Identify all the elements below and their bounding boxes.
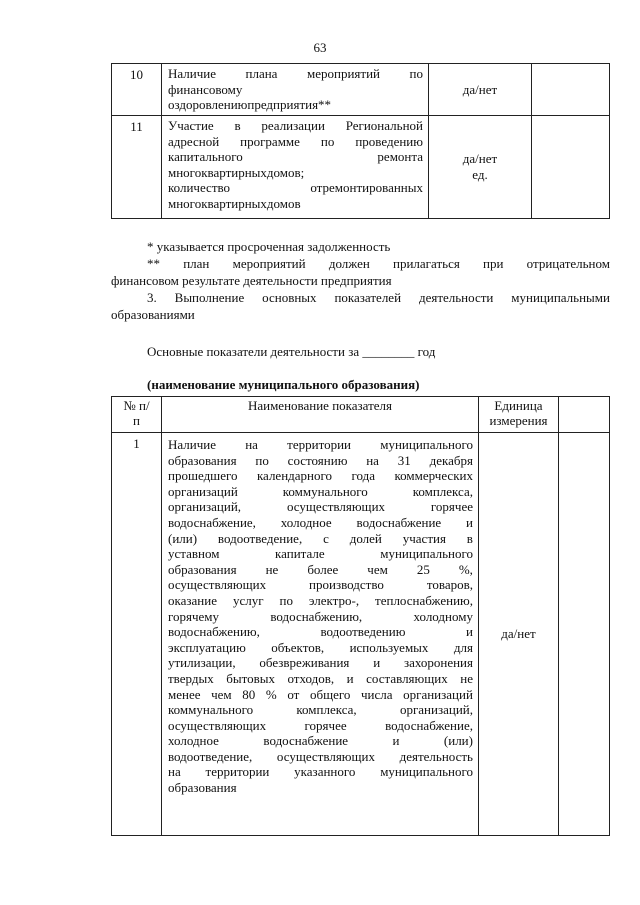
- text-line: [168, 609, 473, 625]
- word: обезвреживания: [259, 655, 350, 671]
- unit-value: да/нет: [462, 151, 498, 166]
- text-line: [168, 97, 423, 113]
- word: прилагаться: [393, 256, 460, 271]
- word: в: [466, 530, 473, 546]
- value-cell: [559, 433, 610, 836]
- word: твердых: [168, 670, 214, 686]
- word: на: [366, 452, 379, 468]
- word: образования: [168, 780, 237, 796]
- word: по: [409, 66, 423, 81]
- text-line: [168, 82, 423, 98]
- word: водоотведению: [320, 624, 406, 640]
- word: прошедшего: [168, 468, 238, 484]
- word: деятельности: [418, 290, 494, 305]
- word: водоснабжению,: [270, 608, 363, 624]
- word: должен: [328, 256, 370, 271]
- word: бытовых: [226, 670, 275, 686]
- word: и: [466, 514, 473, 530]
- word: Региональной: [345, 118, 423, 133]
- word: домов: [266, 195, 301, 211]
- word: Выполнение: [174, 290, 245, 305]
- word: в: [234, 118, 241, 133]
- word: капитале: [275, 546, 325, 562]
- text-line: [168, 546, 473, 562]
- text-line: [168, 499, 473, 515]
- word: показателей: [334, 290, 402, 305]
- word: ремонта: [377, 149, 423, 165]
- word: территории: [205, 764, 270, 780]
- text-line: [168, 687, 473, 703]
- municipal-indicators-table: [111, 396, 610, 836]
- word: многоквартирных: [168, 195, 267, 211]
- text-line: [168, 134, 423, 150]
- word: основных: [262, 290, 317, 305]
- word: муниципальными: [511, 290, 610, 305]
- word: указанного: [294, 764, 356, 780]
- word: и: [373, 655, 381, 671]
- row-number: 10: [112, 64, 162, 116]
- word: от: [287, 686, 300, 702]
- word: электро-,: [308, 592, 360, 608]
- word: производство: [309, 577, 384, 593]
- word: водоснабжение: [356, 514, 442, 530]
- word: образования: [168, 561, 237, 577]
- word: количество: [168, 180, 231, 196]
- section-heading-line-2: образованиями: [111, 307, 195, 322]
- text-line: [168, 180, 423, 196]
- header-value: [559, 397, 610, 433]
- word: 25: [416, 561, 430, 577]
- word: оздоровлению: [168, 97, 248, 113]
- word: теплоснабжению,: [375, 592, 473, 608]
- word: горячее: [304, 717, 347, 733]
- word: программе: [240, 133, 300, 149]
- word: декабря: [429, 452, 473, 468]
- word: менее: [168, 686, 201, 702]
- footnote-1: * указывается просроченная задолженность: [147, 239, 391, 254]
- indicator-name-cell: [162, 64, 429, 116]
- text-line: [168, 733, 473, 749]
- word: капитального: [168, 149, 243, 165]
- value-cell: [532, 64, 610, 116]
- word: чем: [367, 561, 388, 577]
- word: реализации: [261, 118, 325, 133]
- word: адресной: [168, 133, 220, 149]
- word: (или): [168, 530, 198, 546]
- unit-cell: [429, 64, 532, 116]
- unit-value: да/нет: [462, 81, 498, 97]
- word: коммерческих: [394, 468, 473, 484]
- word: организаций: [168, 483, 238, 499]
- word: территории: [287, 437, 351, 452]
- word: организаций,: [399, 702, 473, 718]
- word: водоснабжение: [263, 733, 349, 749]
- word: отходов,: [287, 670, 335, 686]
- word: участия: [402, 530, 446, 546]
- word: осуществляющих: [276, 748, 375, 764]
- word: на: [245, 437, 258, 452]
- word: организаций,: [168, 499, 242, 515]
- text-line: [168, 655, 473, 671]
- table-row: [112, 116, 610, 219]
- value-cell: [532, 116, 610, 219]
- main-indicators-title: Основные показатели деятельности за ________ год: [147, 344, 436, 359]
- word: водоотведение,: [217, 530, 303, 546]
- word: водоотведение,: [168, 748, 253, 764]
- word: комплекса,: [296, 702, 357, 718]
- word: 31: [397, 452, 411, 468]
- text-line: [168, 149, 423, 165]
- table-header-row: [112, 397, 610, 433]
- word: осуществляющих: [286, 499, 386, 515]
- word: образования: [168, 452, 237, 468]
- word: объектов,: [271, 639, 325, 655]
- row-number: 1: [112, 433, 162, 836]
- word: захоронения: [403, 655, 473, 671]
- text-line: [168, 577, 473, 593]
- word: %,: [458, 561, 473, 577]
- word: 80: [242, 686, 256, 702]
- word: холодное: [168, 733, 219, 749]
- text-line: [168, 780, 473, 796]
- word: комплекса,: [412, 483, 473, 499]
- word: услуг: [232, 592, 264, 608]
- word: горячему: [168, 608, 220, 624]
- word: плана: [245, 66, 278, 81]
- text-line: [168, 718, 473, 734]
- word: на: [168, 764, 181, 780]
- word: чем: [211, 686, 232, 702]
- header-num: [112, 397, 162, 433]
- header-indicator: Наименование показателя: [162, 397, 479, 433]
- indicator-name-cell: [162, 116, 429, 219]
- footnote-2-line-2: финансовом результате деятельности предприятия: [111, 273, 392, 288]
- word: и: [346, 670, 354, 686]
- word: %: [265, 686, 277, 702]
- word: Наличие: [168, 66, 216, 81]
- word: муниципального: [380, 764, 473, 780]
- text-line: [168, 515, 473, 531]
- word: при: [483, 256, 504, 271]
- word: мероприятий: [232, 256, 306, 271]
- text-line: [168, 593, 473, 609]
- word: и: [392, 733, 400, 749]
- text-line: [168, 437, 473, 453]
- text-line: [168, 531, 473, 547]
- word: домов;: [266, 164, 305, 180]
- word: предприятия**: [247, 97, 332, 113]
- word: осуществляющих: [168, 577, 267, 593]
- word: муниципального: [380, 546, 473, 562]
- word: **: [147, 256, 160, 271]
- indicators-table-continued: [111, 63, 610, 219]
- table-row: [112, 64, 610, 116]
- word: организаций: [403, 686, 473, 702]
- text-line: [168, 484, 473, 500]
- word: отрицательном: [526, 256, 610, 271]
- text-line: [168, 640, 473, 656]
- header-num-label: № п/п: [123, 398, 150, 428]
- word: с: [323, 530, 329, 546]
- unit-cell: да/нет: [479, 433, 559, 836]
- word: финансовому: [168, 81, 243, 97]
- word: горячее: [430, 499, 473, 515]
- header-unit: Единица измерения: [479, 397, 559, 433]
- text-line: [168, 66, 423, 82]
- word: водоснабжение,: [168, 514, 256, 530]
- word: общего: [309, 686, 351, 702]
- word: отремонтированных: [310, 180, 423, 196]
- text-line: [168, 749, 473, 765]
- word: уставном: [168, 546, 220, 562]
- word: по: [255, 452, 269, 468]
- word: Наличие: [168, 437, 216, 452]
- word: план: [183, 256, 210, 271]
- word: календарного: [256, 468, 333, 484]
- word: числа: [360, 686, 393, 702]
- word: холодному: [413, 608, 473, 624]
- word: для: [453, 639, 473, 655]
- text-line: [168, 118, 423, 134]
- word: коммунального: [282, 483, 368, 499]
- word: и: [466, 624, 473, 640]
- word: холодное: [280, 514, 332, 530]
- word: деятельность: [399, 748, 473, 764]
- word: многоквартирных: [168, 164, 267, 180]
- footnote-2-line-1: [147, 255, 610, 272]
- word: осуществляющих: [168, 717, 267, 733]
- word: товаров,: [426, 577, 473, 593]
- text-line: [168, 165, 423, 181]
- word: утилизации,: [168, 655, 236, 671]
- word: муниципального: [380, 437, 473, 452]
- text-line: [168, 453, 473, 469]
- word: не: [265, 561, 279, 577]
- text-line: [168, 468, 473, 484]
- indicator-name-cell: [162, 433, 479, 836]
- text-line: [168, 671, 473, 687]
- unit-value: ед.: [472, 167, 488, 182]
- word: коммунального: [168, 702, 254, 718]
- word: более: [307, 561, 339, 577]
- text-line: [168, 702, 473, 718]
- municipality-label: (наименование муниципального образования): [147, 377, 420, 392]
- word: мероприятий: [307, 66, 380, 81]
- page-number: 63: [313, 40, 327, 55]
- word: 3.: [147, 290, 157, 305]
- text-line: [168, 562, 473, 578]
- text-line: [168, 764, 473, 780]
- word: составляющих: [366, 670, 448, 686]
- word: состоянию: [287, 452, 348, 468]
- word: (или): [443, 733, 473, 749]
- word: года: [351, 468, 376, 484]
- section-heading-line-1: [147, 289, 610, 306]
- text-line: [168, 196, 423, 212]
- word: по: [320, 133, 335, 149]
- word: долей: [349, 530, 382, 546]
- text-line: [168, 624, 473, 640]
- word: Участие: [168, 118, 214, 133]
- word: водоснабжению,: [168, 624, 260, 640]
- row-number: 11: [112, 116, 162, 219]
- table-row: [112, 433, 610, 836]
- word: не: [460, 670, 473, 686]
- word: по: [279, 592, 293, 608]
- word: используемых: [349, 639, 429, 655]
- word: оказание: [168, 592, 217, 608]
- word: проведению: [355, 133, 423, 149]
- word: водоснабжение,: [385, 717, 473, 733]
- unit-cell: [429, 116, 532, 219]
- word: эксплуатацию: [168, 639, 246, 655]
